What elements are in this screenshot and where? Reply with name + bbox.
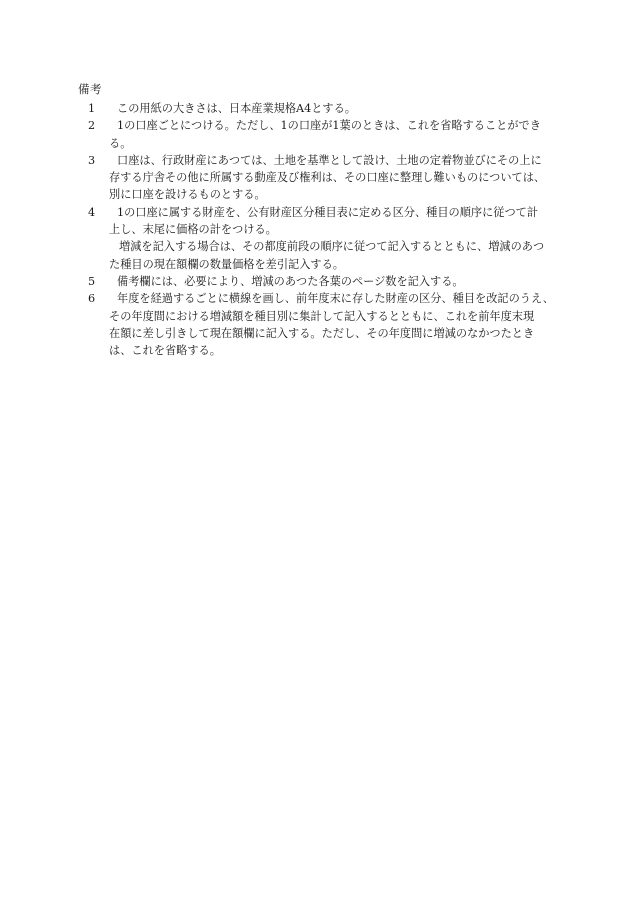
note-line: 在額に差し引きして現在額欄に記入する。ただし、その年度間に増減のなかつたとき [109, 326, 535, 340]
note-body [97, 100, 548, 117]
note-body [97, 152, 548, 204]
note-number: 2 [88, 119, 96, 133]
note-line: この用紙の大きさは、日本産業規格A4とする。 [117, 102, 356, 115]
note-line: 1の口座に属する財産を、公有財産区分種目表に定める区分、種目の順序に従つて計 [117, 205, 539, 219]
note-number: 5 [88, 274, 96, 288]
note-number: 1 [88, 102, 96, 115]
note-item-2 [78, 117, 548, 152]
note-item-3 [78, 152, 548, 204]
note-line: 口座は、行政財産にあつては、土地を基準として設け、土地の定着物並びにその上に [117, 153, 542, 167]
note-item-1 [78, 100, 548, 117]
note-number: 6 [88, 292, 96, 306]
note-item-4 [78, 204, 548, 273]
note-body [97, 117, 548, 152]
note-line: 1の口座ごとにつける。ただし、1の口座が1葉のときは、これを省略することができ [117, 119, 541, 133]
note-body [97, 290, 554, 359]
note-line: その年度間における増減額を種目別に集計して記入するとともに、これを前年度末現 [109, 309, 535, 323]
note-number: 4 [88, 205, 96, 219]
note-line: 備考欄には、必要により、増減のあつた各葉のページ数を記入する。 [117, 274, 464, 288]
note-line: 別に口座を設けるものとする。 [109, 188, 266, 202]
note-line: る。 [109, 136, 132, 150]
note-subparagraph-line: た種目の現在額欄の数量価格を差引記入する。 [109, 257, 344, 271]
note-number: 3 [88, 153, 96, 167]
note-body [97, 273, 548, 290]
note-item-5 [78, 273, 548, 290]
remarks-list [78, 100, 554, 359]
note-line: 上し、末尾に価格の計をつける。 [109, 223, 277, 237]
note-line: は、これを省略する。 [109, 344, 221, 358]
remarks-heading: 備考 [78, 82, 102, 96]
note-line: 年度を経過するごとに横線を画し、前年度末に存した財産の区分、種目を改記のうえ、 [117, 292, 554, 306]
note-line: 存する庁舎その他に所属する動産及び権利は、その口座に整理し難いものについては、 [109, 171, 546, 185]
note-body [97, 204, 548, 273]
note-subparagraph-line: 増減を記入する場合は、その都度前段の順序に従つて記入するとともに、増減のあつ [119, 240, 545, 254]
note-item-6 [78, 290, 554, 359]
